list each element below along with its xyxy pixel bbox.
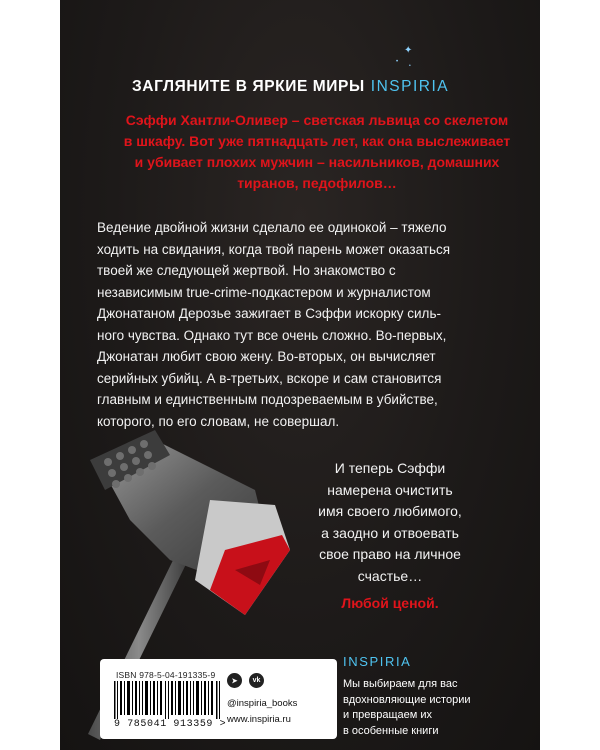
quote-line: намерена очистить	[327, 481, 453, 498]
barcode	[114, 681, 222, 719]
telegram-icon[interactable]: ➤	[227, 673, 242, 688]
publisher-logo: INSPIRIA	[343, 654, 412, 669]
quote-accent: Любой ценой.	[341, 594, 439, 611]
description-line: главным и единственным подозреваемым в убийстве,	[97, 392, 438, 407]
quote-line: а заодно и отвоевать	[321, 524, 459, 541]
isbn-number: ISBN 978-5-04-191335-9	[116, 670, 216, 680]
barcode-panel	[100, 659, 337, 739]
back-cover: ✦ • • ЗАГЛЯНИТЕ В ЯРКИЕ МИРЫ INSPIRIA Сэффи Хантли-Оливер – светская львица со скелетом в шкафу. Вот уже пятнадцать лет, как она выслеживает и убивает плохих мужчин – насильников, домашних тиранов, педофилов… Ведение двойной жизни сделало ее одинокой – тяжело ходить на свидания, когда твой парень может оказаться твоей же следующей жертвой. Но знакомство с независимым true-crime-подкастером и журналистом Джонатаном Дерозье зажигает в Сэффи искорку силь- ного чувства. Однако тут все очень сложно. Во-первых, Джонатан любит свою жену. Во-вторых, он вычисляет серийных убийц. А в-третьих, вскоре и сам становится главным и единственным подозреваемым в убийстве, которого, по его словам, не совершал. И теперь Сэффи намерена очистить имя своего любимого, а заодно и отвоевать свое право на личное счастье… Любой ценой. ISBN 978-5-04-191335-9 9 785041 913359 > ➤ vk @inspiria_books www.inspiria.ru INSPIRIA Мы выбираем для вас вдохновляющие истории и превращаем их в особенные книги	[60, 0, 540, 750]
quote-line: счастье…	[357, 567, 423, 584]
publisher-block	[343, 654, 533, 739]
teaser-line: и убивает плохих мужчин – насильников, домашних	[134, 154, 500, 170]
publisher-mission	[343, 677, 533, 739]
description-line: ного чувства. Однако тут все очень сложно. Во-первых,	[97, 327, 447, 343]
tagline-text: ЗАГЛЯНИТЕ В ЯРКИЕ МИРЫ	[132, 78, 365, 95]
mission-line: и превращаем их	[343, 709, 433, 721]
barcode-digits: 9 785041 913359 >	[114, 719, 227, 730]
quote-line: свое право на личное	[319, 546, 461, 563]
teaser-line: тиранов, педофилов…	[237, 175, 397, 191]
description-line: серийных убийц. А в-третьих, вскоре и сам становится	[97, 370, 442, 386]
brand-name: INSPIRIA	[370, 78, 450, 95]
mission-line: Мы выбираем для вас	[343, 678, 458, 690]
description-line: которого, по его словам, не совершал.	[97, 413, 340, 429]
description-line: независимым true-crime-подкастером и журналистом	[97, 284, 431, 300]
description-line: твоей же следующей жертвой. Но знакомство с	[97, 263, 396, 278]
quote-line: имя своего любимого,	[318, 503, 462, 520]
teaser-text	[117, 110, 517, 194]
vk-icon[interactable]: vk	[249, 673, 264, 688]
description-line: ходить на свидания, когда твой парень может оказаться	[97, 241, 451, 257]
mission-line: вдохновляющие истории	[343, 693, 471, 706]
description-line: Джонатаном Дерозье зажигает в Сэффи искорку силь-	[97, 306, 441, 321]
teaser-line: в шкафу. Вот уже пятнадцать лет, как она выслеживает	[123, 133, 511, 149]
mission-line: в особенные книги	[343, 724, 439, 737]
quote-line: И теперь Сэффи	[334, 460, 446, 476]
website-link[interactable]: www.inspiria.ru	[227, 714, 291, 725]
series-tagline	[132, 78, 532, 96]
quote-block	[270, 458, 510, 614]
social-handle[interactable]: @inspiria_books	[227, 698, 298, 709]
description-line: Джонатан любит свою жену. Во-вторых, он вычисляет	[97, 349, 436, 364]
description-line: Ведение двойной жизни сделало ее одинокой – тяжело	[97, 220, 447, 235]
teaser-line: Сэффи Хантли-Оливер – светская львица со скелетом	[125, 112, 509, 128]
social-block	[227, 673, 335, 725]
